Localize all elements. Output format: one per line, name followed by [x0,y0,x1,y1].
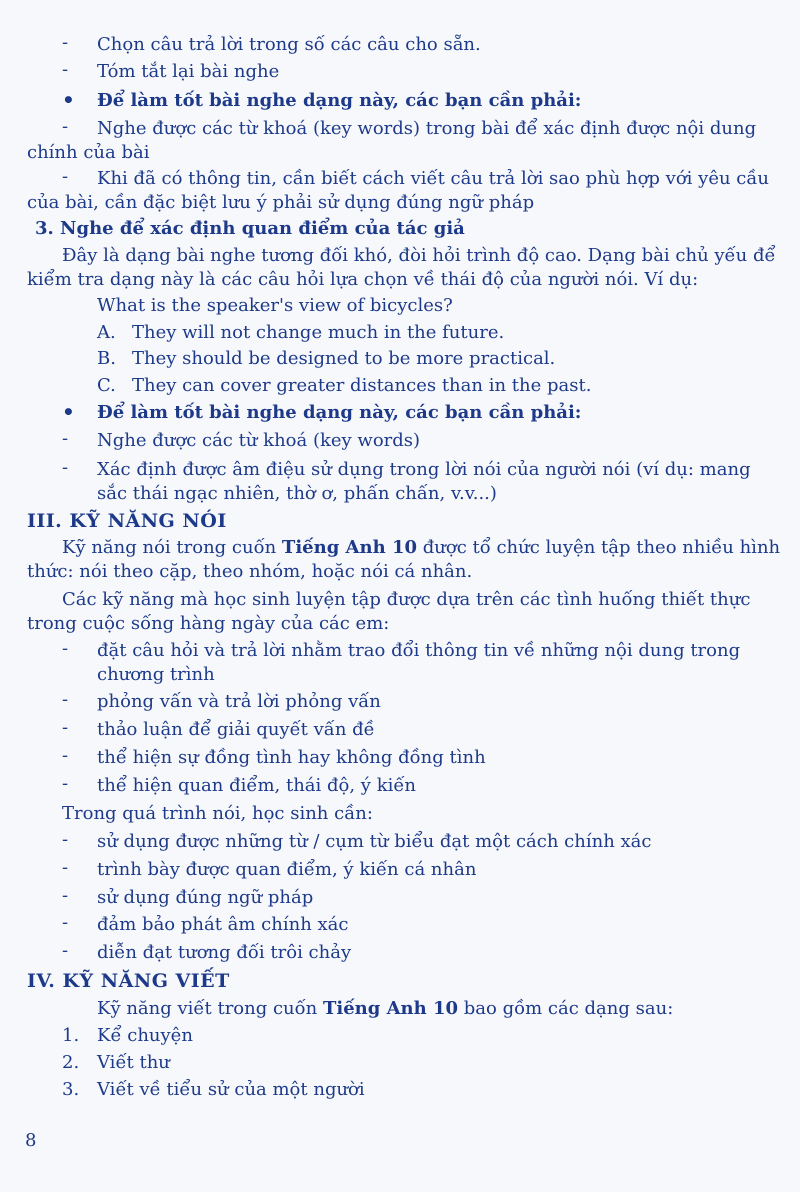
list-number: 3. [62,1079,80,1100]
text-run: được tổ chức luyện tập theo nhiều hình [417,537,781,558]
dash-marker: - [62,829,69,850]
option-letter: B. [97,348,116,369]
list-item: trình bày được quan điểm, ý kiến cá nhân [97,859,477,880]
list-number: 2. [62,1052,80,1073]
list-item: Chọn câu trả lời trong số các câu cho sẵn. [97,34,481,55]
page-number: 8 [25,1130,37,1151]
list-item: Nghe được các từ khoá (key words) [97,430,421,451]
list-item: Viết về tiểu sử của một người [97,1079,365,1100]
list-item-continuation: sắc thái ngạc nhiên, thờ ơ, phấn chấn, v.v...) [97,483,497,504]
text-run: Kỹ năng viết trong cuốn [97,998,323,1019]
list-item: sử dụng được những từ / cụm từ biểu đạt một cách chính xác [97,831,652,852]
list-item: thể hiện quan điểm, thái độ, ý kiến [97,775,417,796]
dash-marker: - [62,717,69,738]
list-item-continuation: của bài, cần đặc biệt lưu ý phải sử dụng đúng ngữ pháp [27,192,535,213]
section-heading: 3. Nghe để xác định quan điểm của tác giả [35,218,465,239]
list-item-continuation: chính của bài [27,142,150,163]
dash-marker: - [62,166,69,187]
dash-marker: - [62,745,69,766]
list-item: Khi đã có thông tin, cần biết cách viết câu trả lời sao phù hợp với yêu cầu [97,168,770,189]
list-item: thể hiện sự đồng tình hay không đồng tình [97,747,486,768]
paragraph-line [62,535,780,561]
text-run: Kỹ năng nói trong cuốn [62,537,282,558]
paragraph-line: thức: nói theo cặp, theo nhóm, hoặc nói cá nhân. [27,561,473,582]
dash-marker: - [62,638,69,659]
list-item: Viết thư [97,1052,170,1073]
book-title: Tiếng Anh 10 [281,537,418,558]
list-item: thảo luận để giải quyết vấn đề [97,719,375,740]
bullet-icon: • [62,400,75,424]
dash-marker: - [62,940,69,961]
list-item: Kể chuyện [97,1025,193,1046]
list-item: Xác định được âm điệu sử dụng trong lời nói của người nói (ví dụ: mang [97,459,751,480]
dash-marker: - [62,857,69,878]
dash-marker: - [62,912,69,933]
list-item: sử dụng đúng ngữ pháp [97,887,314,908]
text-run: bao gồm các dạng sau: [458,998,674,1019]
example-question: What is the speaker's view of bicycles? [97,295,453,316]
book-title: Tiếng Anh 10 [322,998,459,1019]
option-letter: A. [97,322,116,343]
dash-marker: - [62,689,69,710]
option-text: They will not change much in the future. [132,322,505,343]
list-number: 1. [62,1025,80,1046]
option-text: They can cover greater distances than in the past. [132,375,592,396]
option-letter: C. [97,375,116,396]
paragraph-line: kiểm tra dạng này là các câu hỏi lựa chọn về thái độ của người nói. Ví dụ: [27,269,699,290]
dash-marker: - [62,428,69,449]
paragraph-line: Đây là dạng bài nghe tương đối khó, đòi hỏi trình độ cao. Dạng bài chủ yếu để [62,245,776,266]
list-item: diễn đạt tương đối trôi chảy [97,942,352,963]
section-heading: IV. KỸ NĂNG VIẾT [27,970,230,992]
paragraph-line: trong cuộc sống hàng ngày của các em: [27,613,390,634]
dash-marker: - [62,457,69,478]
paragraph-line [97,996,673,1022]
list-item: đảm bảo phát âm chính xác [97,914,349,935]
dash-marker: - [62,116,69,137]
paragraph-line: Trong quá trình nói, học sinh cần: [62,803,373,824]
dash-marker: - [62,773,69,794]
dash-marker: - [62,885,69,906]
section-heading: III. KỸ NĂNG NÓI [27,510,227,532]
list-item: phỏng vấn và trả lời phỏng vấn [97,691,381,712]
bullet-icon: • [62,88,75,112]
list-item: Tóm tắt lại bài nghe [97,61,280,82]
dash-marker: - [62,32,69,53]
list-item: Nghe được các từ khoá (key words) trong bài để xác định được nội dung [97,118,757,139]
dash-marker: - [62,59,69,80]
list-item-continuation: chương trình [97,664,215,685]
option-text: They should be designed to be more practical. [132,348,556,369]
list-item: đặt câu hỏi và trả lời nhằm trao đổi thông tin về những nội dung trong [97,640,741,661]
paragraph-line: Các kỹ năng mà học sinh luyện tập được dựa trên các tình huống thiết thực [62,589,751,610]
tip-heading: Để làm tốt bài nghe dạng này, các bạn cần phải: [97,90,582,111]
tip-heading: Để làm tốt bài nghe dạng này, các bạn cần phải: [97,402,582,423]
